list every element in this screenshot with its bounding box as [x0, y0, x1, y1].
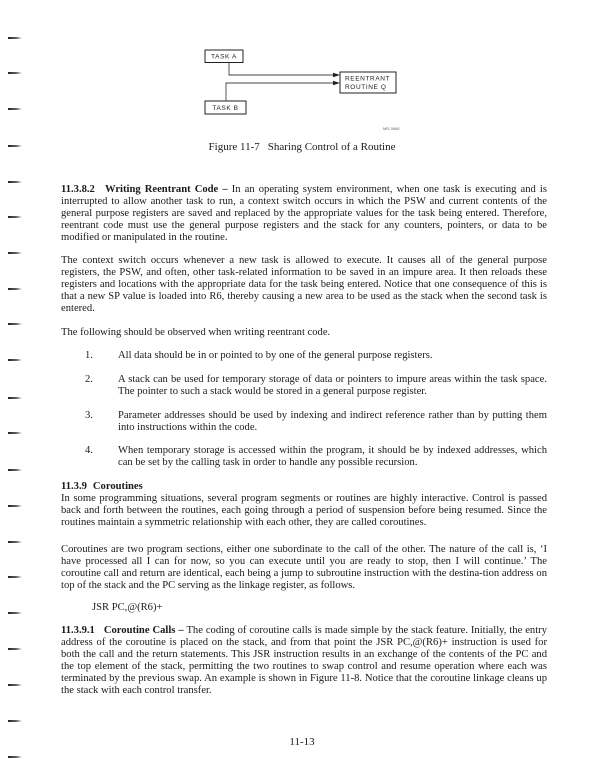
- arrowhead-task-a: [333, 73, 340, 77]
- section-body: In an operating system environment, when one task is executing and is interrupted to allow another task to run, a context switch occurs in which the PSW and current contents of the general purpose registers are saved and replaced by the appropriate values for the task being entered. Therefore, reentrant code must use the general purpose registers and the stack for any counters, pointers, or data to be modified or manipulated in the routine.: [61, 184, 547, 244]
- list-item-number: 4.: [85, 445, 93, 456]
- binder-mark: [8, 432, 22, 434]
- routine-label-line2: ROUTINE Q: [345, 84, 387, 91]
- binder-mark: [8, 756, 22, 758]
- routine-label-line1: REENTRANT: [345, 75, 391, 83]
- section-body: In some programming situations, several program segments or routines are highly interactive. Control is passed back and forth between the routines, each going through a period of suspension before being resumed. Since the routines maintain a symmetric relationship with each other, they are called coroutines.: [61, 493, 547, 529]
- figure-caption: [0, 141, 604, 153]
- task-a-box: [205, 50, 243, 63]
- section-title: Coroutine Calls –: [103, 625, 184, 636]
- list-item-number: 1.: [85, 350, 93, 361]
- section-body: The coding of coroutine calls is made simple by the stack feature. Initially, the entry address of the coroutine is placed on the stack, and from that point the JSR PC,@(R6)+ instruction is used for both the call and the return statements. This JSR instruction results in an exchange of the contents of the PC and the top element of the stack, permitting the two routines to swap control and resume operation where each was terminated by the previous swap. An example is shown in Figure 11-8. Notice that the coroutine linkage cleans up the stack with each control transfer.: [61, 625, 547, 697]
- binder-mark: [8, 181, 22, 183]
- binder-mark: [8, 505, 22, 507]
- paragraph-coroutines: Coroutines are two program sections, either one subordinate to the call of the other. The nature of the call is, ‘I have processed all I can for now, so you can execute until you are ready to stop, then I will continue.’ The coroutine call and return are identical, each being a jump to subroutine instruction with the destina-tion address on top of the stack and the PC serving as the linkage register, as follows.: [61, 544, 547, 592]
- section-11-3-8-2: [61, 184, 547, 244]
- binder-mark: [8, 323, 22, 325]
- figure-diagram: [0, 0, 604, 140]
- section-number: 11.3.9: [61, 481, 87, 492]
- task-b-label: TASK B: [212, 105, 239, 112]
- section-heading: [61, 481, 547, 493]
- reentrant-routine-box: [340, 72, 396, 93]
- list-item-text: All data should be in or pointed to by one of the general purpose registers.: [118, 350, 433, 361]
- paragraph-following: The following should be observed when writing reentrant code.: [61, 327, 331, 338]
- figure-caption-title: Sharing Control of a Routine: [267, 141, 396, 153]
- code-line: JSR PC,@(R6)+: [92, 602, 163, 613]
- section-11-3-9: [61, 481, 547, 529]
- section-number: 11.3.9.1: [61, 625, 95, 636]
- binder-mark: [8, 252, 22, 254]
- binder-mark: [8, 359, 22, 361]
- list-item-text: Parameter addresses should be used by indexing and indirect reference rather than by putting them into instructions within the code.: [118, 410, 547, 434]
- binder-mark: [8, 216, 22, 218]
- binder-mark: [8, 576, 22, 578]
- list-item-number: 3.: [85, 410, 93, 421]
- figure-caption-number: Figure 11-7: [208, 141, 260, 153]
- section-title: Writing Reentrant Code –: [104, 184, 228, 195]
- binder-mark: [8, 541, 22, 543]
- binder-mark: [8, 397, 22, 399]
- arrowhead-task-b: [333, 81, 340, 85]
- paragraph-context-switch: The context switch occurs whenever a new task is allowed to execute. It causes all of the general purpose registers, the PSW, and often, other task-related information to be saved in an impure area. It then reloads these registers and locations with the appropriate data for the task being entered. Notice that one consequence of this is that a new SP value is loaded into R6, thereby causing a new area to be used as the stack when the second task is entered.: [61, 255, 547, 315]
- figure-id: MR-3668: [383, 126, 400, 131]
- task-a-label: TASK A: [211, 53, 237, 61]
- page-number: 11-13: [289, 736, 315, 748]
- connector-task-a: [229, 63, 334, 76]
- binder-mark: [8, 720, 22, 722]
- binder-mark: [8, 612, 22, 614]
- connector-task-b: [226, 83, 334, 101]
- binder-mark: [8, 648, 22, 650]
- section-number: 11.3.8.2: [61, 184, 95, 195]
- section-title: Coroutines: [92, 481, 143, 492]
- list-item-text: When temporary storage is accessed within the program, it should be by indexed addresses, which can be set by the calling task in order to handle any possible recursion.: [118, 445, 547, 469]
- list-item-text: A stack can be used for temporary storage of data or pointers to impure areas within the task space. The pointer to such a stack would be stored in a general purpose register.: [118, 374, 547, 398]
- binder-mark: [8, 684, 22, 686]
- binder-mark: [8, 288, 22, 290]
- task-b-box: [205, 101, 246, 114]
- section-11-3-9-1: [61, 625, 547, 698]
- binder-mark: [8, 469, 22, 471]
- list-item-number: 2.: [85, 374, 93, 385]
